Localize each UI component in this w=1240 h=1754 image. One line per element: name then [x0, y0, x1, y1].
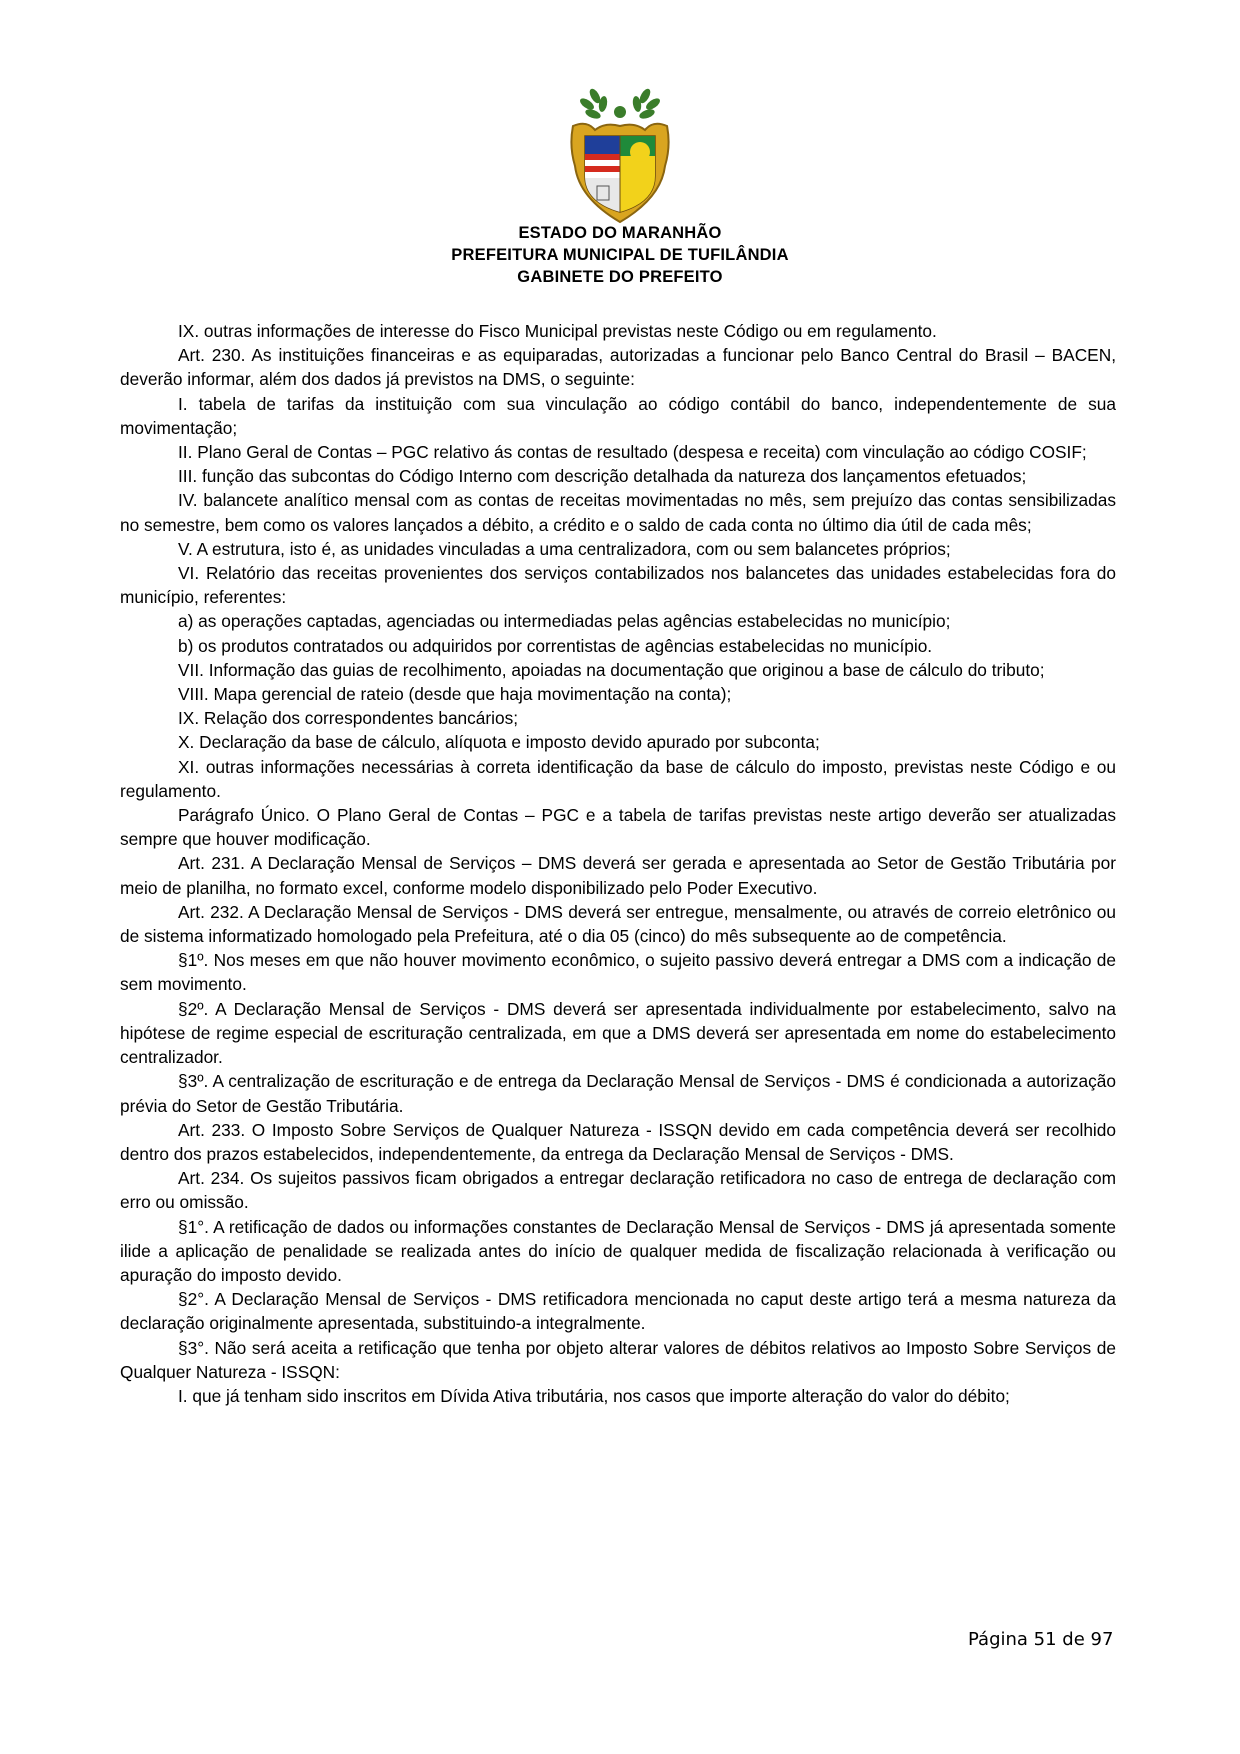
- paragraph: a) as operações captadas, agenciadas ou intermediadas pelas agências estabelecidas no município;: [178, 611, 951, 632]
- paragraph: XI. outras informações necessárias à correta identificação da base de cálculo do imposto, previstas neste Código e ou regulamento.: [120, 756, 1116, 801]
- header-state: ESTADO DO MARANHÃO: [518, 224, 722, 242]
- paragraph: II. Plano Geral de Contas – PGC relativo ás contas de resultado (despesa e receita) com vinculação ao código COSIF;: [178, 442, 1087, 463]
- paragraph: Art. 232. A Declaração Mensal de Serviços - DMS deverá ser entregue, mensalmente, ou através de correio eletrônico ou de sistema informatizado homologado pela Prefeitura, até o dia 05 (cinco) do mês subsequente ao de competência.: [120, 901, 1116, 947]
- paragraph: III. função das subcontas do Código Interno com descrição detalhada da natureza dos lançamentos efetuados;: [178, 466, 1027, 487]
- paragraph: VIII. Mapa gerencial de rateio (desde que haja movimentação na conta);: [178, 684, 732, 705]
- paragraph: I. tabela de tarifas da instituição com sua vinculação ao código contábil do banco, independentemente de sua movimentação;: [120, 393, 1116, 438]
- paragraph: VI. Relatório das receitas provenientes dos serviços contabilizados nos balancetes das unidades estabelecidas fora do município, referentes:: [120, 563, 1116, 608]
- paragraph: IV. balancete analítico mensal com as contas de receitas movimentadas no mês, sem prejuízo das contas sensibilizadas no semestre, bem como os valores lançados a débito, a crédito e o saldo de cada conta no último dia útil de cada mês;: [120, 490, 1116, 535]
- paragraph: §1°. A retificação de dados ou informações constantes de Declaração Mensal de Serviços - DMS já apresentada somente ilide a aplicação de penalidade se realizada antes do início de qualquer medida de fiscalização relacionada à verificação ou apuração do imposto devido.: [120, 1216, 1116, 1285]
- document-header: [0, 222, 1240, 288]
- paragraph: IX. outras informações de interesse do Fisco Municipal previstas neste Código ou em regulamento.: [178, 321, 937, 341]
- paragraph: Art. 233. O Imposto Sobre Serviços de Qualquer Natureza - ISSQN devido em cada competência deverá ser recolhido dentro dos prazos estabelecidos, independentemente, da entrega da Declaração Mensal de Serviços - DMS.: [120, 1119, 1116, 1164]
- paragraph: VII. Informação das guias de recolhimento, apoiadas na documentação que originou a base de cálculo do tributo;: [178, 659, 1045, 680]
- paragraph: §3°. Não será aceita a retificação que tenha por objeto alterar valores de débitos relativos ao Imposto Sobre Serviços de Qualquer Natureza - ISSQN:: [120, 1337, 1116, 1382]
- paragraph: §3º. A centralização de escrituração e de entrega da Declaração Mensal de Serviços - DMS é condicionada a autorização prévia do Setor de Gestão Tributária.: [120, 1071, 1116, 1116]
- paragraph: Art. 231. A Declaração Mensal de Serviços – DMS deverá ser gerada e apresentada ao Setor de Gestão Tributária por meio de planilha, no formato excel, conforme modelo disponibilizado pelo Poder Executivo.: [120, 853, 1116, 898]
- paragraph: I. que já tenham sido inscritos em Dívida Ativa tributária, nos casos que importe alteração do valor do débito;: [178, 1385, 1010, 1406]
- paragraph: Art. 234. Os sujeitos passivos ficam obrigados a entregar declaração retificadora no caso de entrega de declaração com erro ou omissão.: [120, 1168, 1116, 1213]
- paragraph: §1º. Nos meses em que não houver movimento econômico, o sujeito passivo deverá entregar a DMS com a indicação de sem movimento.: [120, 950, 1116, 995]
- paragraph: §2°. A Declaração Mensal de Serviços - DMS retificadora mencionada no caput deste artigo terá a mesma natureza da declaração originalmente apresentada, substituindo-a integralmente.: [120, 1289, 1116, 1334]
- header-prefecture: PREFEITURA MUNICIPAL DE TUFILÂNDIA: [451, 246, 789, 264]
- document-body: [120, 319, 1116, 1408]
- page-number: Página 51 de 97: [968, 1629, 1114, 1650]
- paragraph: §2º. A Declaração Mensal de Serviços - DMS deverá ser apresentada individualmente por estabelecimento, salvo na hipótese de regime especial de escrituração centralizada, em que a DMS deverá ser apresentada em nome do estabelecimento centralizador.: [120, 998, 1116, 1068]
- paragraph: X. Declaração da base de cálculo, alíquota e imposto devido apurado por subconta;: [178, 732, 820, 753]
- paragraph: b) os produtos contratados ou adquiridos por correntistas de agências estabelecidas no município.: [178, 635, 933, 656]
- paragraph: IX. Relação dos correspondentes bancários;: [178, 708, 519, 729]
- header-office: GABINETE DO PREFEITO: [517, 268, 723, 286]
- paragraph: Parágrafo Único. O Plano Geral de Contas – PGC e a tabela de tarifas previstas neste artigo deverão ser atualizadas sempre que houver modificação.: [120, 805, 1116, 850]
- paragraph: V. A estrutura, isto é, as unidades vinculadas a uma centralizadora, com ou sem balancetes próprios;: [178, 538, 951, 559]
- coat-of-arms-icon: [565, 86, 675, 226]
- paragraph: Art. 230. As instituições financeiras e as equiparadas, autorizadas a funcionar pelo Banco Central do Brasil – BACEN, deverão informar, além dos dados já previstos na DMS, o seguinte:: [120, 345, 1116, 390]
